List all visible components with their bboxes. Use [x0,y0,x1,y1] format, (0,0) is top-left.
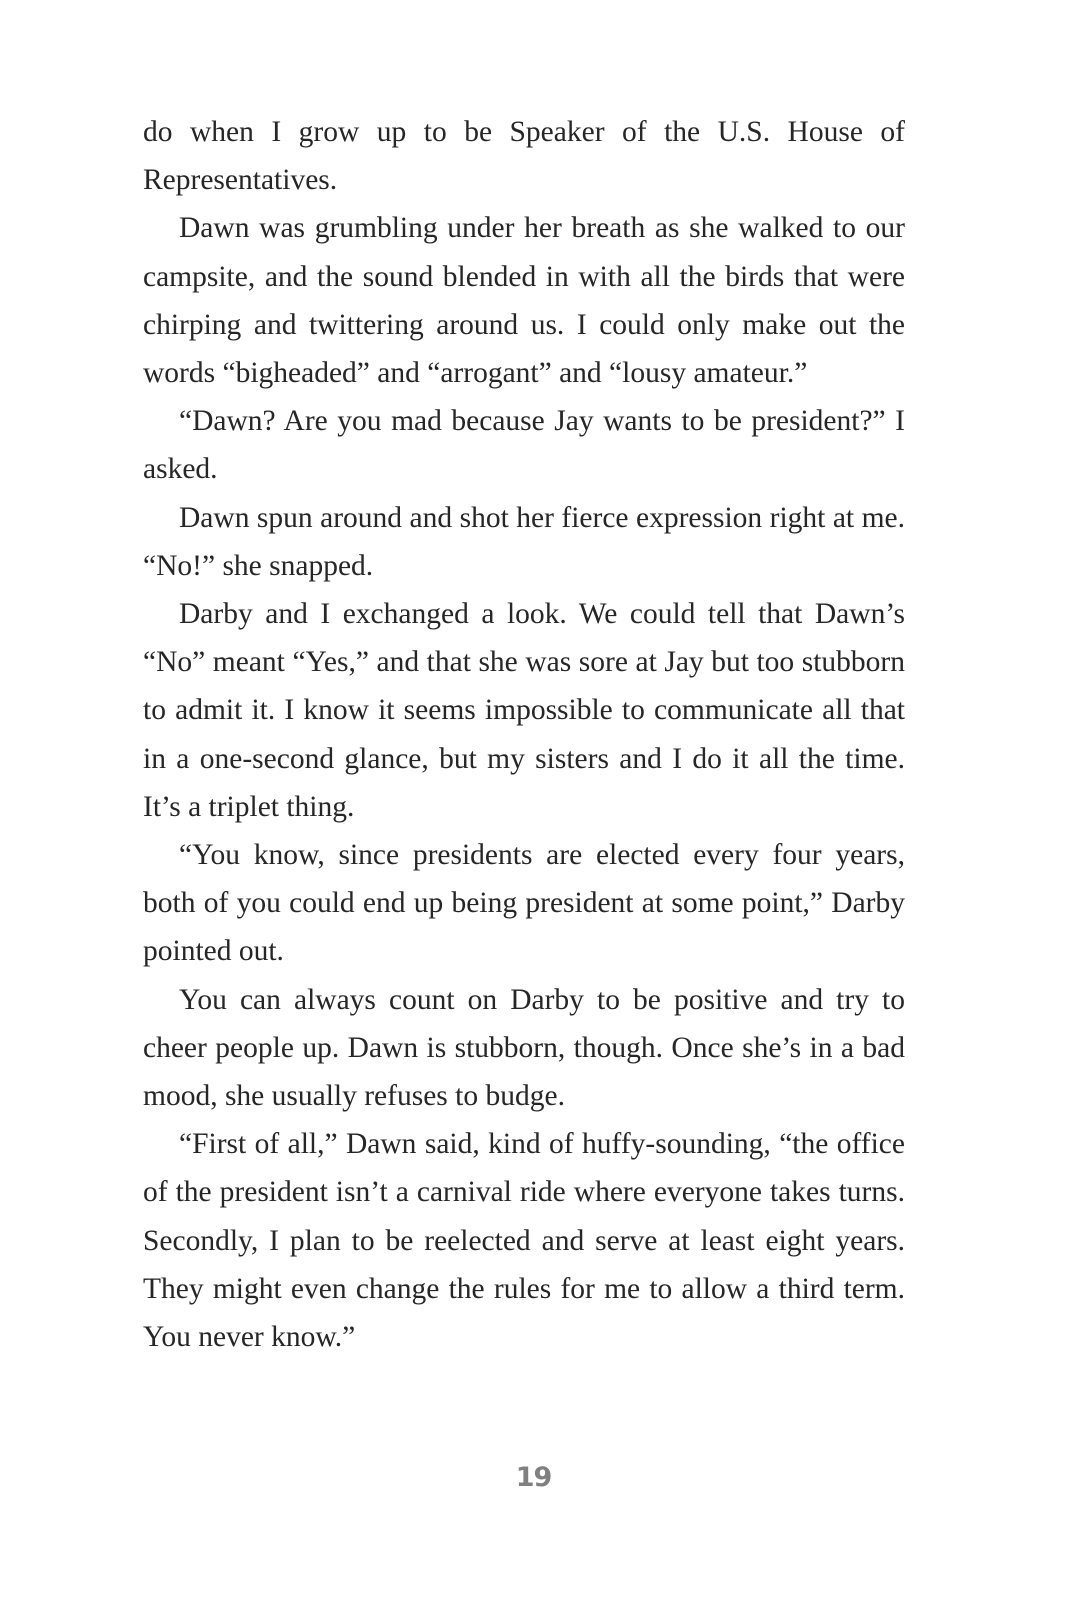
paragraph: “First of all,” Dawn said, kind of huffy-sounding, “the office of the president isn’t a carnival ride where everyone takes turns. Secondly, I plan to be reelected and serve at least eight years. They might even change the rules for me to allow a third term. You never know.” [143,1128,905,1354]
paragraph: Dawn spun around and shot her fierce expression right at me. “No!” she snapped. [143,501,905,582]
paragraph: Dawn was grumbling under her breath as she walked to our campsite, and the sound blended in with all the birds that were chirping and twittering around us. I could only make out the words “bigheaded” and “arrogant” and “lousy amateur.” [143,212,905,390]
paragraph: You can always count on Darby to be positive and try to cheer people up. Dawn is stubborn, though. Once she’s in a bad mood, she usually refuses to budge. [143,983,905,1113]
body-text [143,108,905,1361]
paragraph-continuation: do when I grow up to be Speaker of the U.S. House of Representatives. [143,116,905,197]
page-number: 19 [515,1462,552,1493]
paragraph: Darby and I exchanged a look. We could tell that Dawn’s “No” meant “Yes,” and that she was sore at Jay but too stubborn to admit it. I know it seems impossible to communicate all that in a one-second glance, but my sisters and I do it all the time. It’s a triplet thing. [143,598,905,823]
paragraph: “Dawn? Are you mad because Jay wants to be president?” I asked. [143,405,905,486]
paragraph: “You know, since presidents are elected every four years, both of you could end up being president at some point,” Darby pointed out. [143,839,905,968]
